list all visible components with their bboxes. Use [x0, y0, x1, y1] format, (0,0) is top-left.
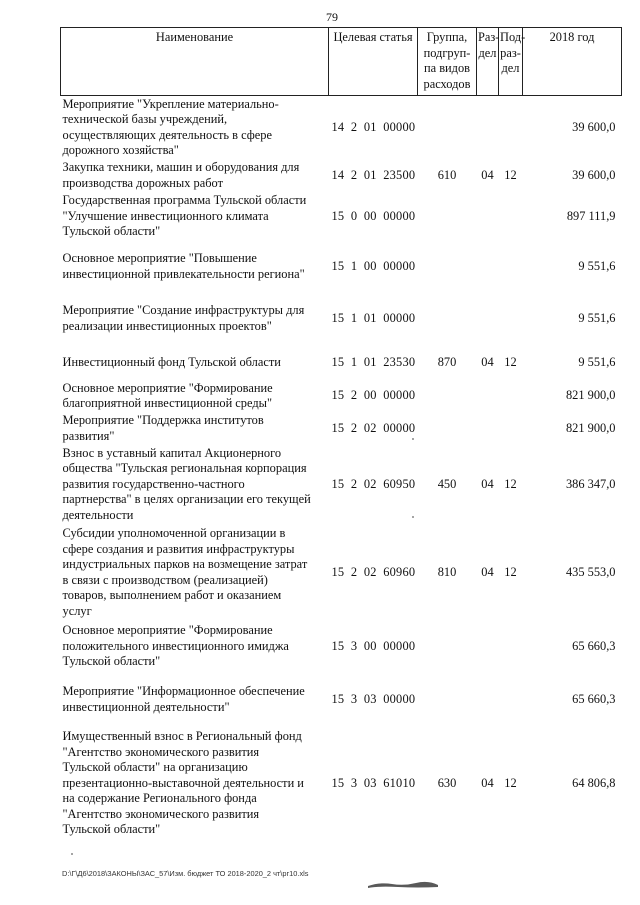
header-group-line: подгруп-	[423, 45, 471, 60]
row-name	[61, 192, 329, 242]
row-code: 15 2 02 00000	[331, 420, 416, 435]
table-row	[61, 380, 622, 413]
row-group	[418, 192, 477, 242]
row-name-line: индустриальных парков на возмещение затрат	[62, 557, 308, 571]
row-name-line: "Улучшение инвестиционного климата	[62, 208, 269, 223]
row-name-line: общества "Тульская региональная корпорация	[62, 461, 307, 476]
row-name-line: "Агентство экономического развития	[62, 806, 260, 821]
row-name	[61, 445, 329, 525]
row-group	[418, 292, 477, 346]
row-razdel: 04	[481, 775, 494, 790]
row-code: 15 2 00 00000	[331, 388, 416, 403]
row-razdel	[477, 673, 499, 727]
header-razdel-line: Раз-	[478, 30, 500, 44]
row-razdel: 04	[481, 167, 494, 182]
row-name	[61, 292, 329, 346]
row-razdel	[477, 292, 499, 346]
row-amount: 39 600,0	[572, 167, 616, 182]
row-group: 610	[437, 167, 457, 182]
row-group: 450	[437, 476, 457, 491]
table-row	[61, 525, 622, 621]
budget-table	[60, 27, 622, 841]
row-code: 15 1 00 00000	[331, 258, 416, 273]
table-row	[61, 346, 622, 380]
row-amount: 9 551,6	[578, 258, 616, 273]
row-name-line: Тульской области"	[62, 654, 161, 669]
row-code: 14 2 01 00000	[331, 120, 416, 134]
row-razdel: 04	[481, 354, 494, 369]
row-razdel: 04	[481, 476, 494, 491]
row-name-line: Тульской области"	[62, 822, 161, 837]
table-row	[61, 445, 622, 525]
row-group	[418, 413, 477, 445]
row-razdel	[477, 621, 499, 673]
row-amount: 65 660,3	[572, 691, 616, 706]
row-name-line: Основное мероприятие "Формирование	[62, 380, 273, 395]
row-group	[418, 242, 477, 292]
row-amount: 9 551,6	[578, 354, 616, 369]
page-number: 79	[326, 10, 338, 24]
row-code: 15 3 03 61010	[331, 775, 416, 790]
row-name	[61, 160, 329, 192]
row-group: 630	[437, 775, 457, 790]
row-name-line: инвестиционной привлекательности региона"	[62, 266, 305, 281]
row-name-line: Мероприятие "Укрепление материально-	[62, 96, 279, 111]
row-name	[61, 525, 329, 621]
row-name	[61, 673, 329, 727]
row-group	[418, 380, 477, 413]
row-podrazdel	[499, 621, 523, 673]
row-amount: 821 900,0	[565, 388, 616, 403]
row-podrazdel: 12	[504, 354, 517, 369]
row-podrazdel	[499, 413, 523, 445]
row-code: 15 3 03 00000	[331, 691, 416, 706]
row-amount: 9 551,6	[578, 310, 616, 325]
ink-smudge	[368, 879, 438, 889]
header-podrazdel-line: дел	[501, 61, 520, 75]
row-name-line: Мероприятие "Создание инфраструктуры для	[62, 303, 305, 317]
row-amount: 64 806,8	[572, 775, 616, 790]
scan-speck	[412, 438, 414, 440]
row-name-line: услуг	[62, 603, 92, 618]
table-row	[61, 292, 622, 346]
table-row	[61, 621, 622, 673]
table-body	[61, 96, 622, 841]
row-name-line: Взнос в уставный капитал Акционерного	[62, 445, 282, 460]
row-podrazdel: 12	[504, 564, 517, 579]
row-name	[61, 413, 329, 445]
row-name-line: деятельности	[62, 507, 134, 522]
header-group-line: па видов	[423, 61, 471, 75]
header-name: Наименование	[61, 28, 329, 96]
row-name-line: технической базы учреждений,	[62, 112, 228, 127]
row-razdel	[477, 242, 499, 292]
header-razdel-line: дел	[478, 45, 497, 60]
row-name-line: благоприятной инвестиционной среды"	[62, 396, 273, 410]
row-amount: 435 553,0	[565, 564, 616, 579]
row-name-line: дорожного хозяйства"	[62, 143, 179, 158]
row-razdel	[477, 192, 499, 242]
table-row	[61, 727, 622, 841]
row-name	[61, 96, 329, 160]
row-name-line: Имущественный взнос в Региональный фонд	[62, 729, 302, 744]
row-name-line: партнерства" в целях организации его текущей	[62, 492, 311, 507]
row-name	[61, 346, 329, 380]
row-name-line: Основное мероприятие "Формирование	[62, 623, 273, 638]
row-amount: 897 111,9	[566, 208, 616, 223]
table-row	[61, 413, 622, 445]
row-name-line: осуществляющих деятельность в сфере	[62, 127, 272, 142]
row-group: 870	[437, 354, 457, 369]
row-name-line: развития"	[62, 428, 115, 443]
table-row	[61, 192, 622, 242]
row-name-line: презентационно-выставочной деятельности и	[62, 775, 304, 790]
row-name-line: Субсидии уполномоченной организации в	[62, 526, 286, 540]
table-header	[61, 28, 622, 96]
row-name-line: Закупка техники, машин и оборудования для	[62, 160, 300, 174]
row-amount: 65 660,3	[572, 638, 616, 653]
row-group	[418, 621, 477, 673]
table-row	[61, 673, 622, 727]
row-name-line: Тульской области" на организацию	[62, 760, 248, 775]
row-group	[418, 673, 477, 727]
row-podrazdel	[499, 242, 523, 292]
row-razdel: 04	[481, 564, 494, 579]
row-amount: 386 347,0	[565, 476, 616, 491]
row-name-line: положительного инвестиционного имиджа	[62, 638, 289, 653]
header-group	[418, 28, 477, 96]
row-name-line: Мероприятие "Информационное обеспечение	[62, 684, 305, 698]
row-name-line: сфере создания и развития инфраструктуры	[62, 541, 295, 556]
header-podrazdel-line: Под-	[500, 30, 526, 44]
header-razdel	[477, 28, 499, 96]
scan-speck	[412, 516, 414, 518]
row-amount: 39 600,0	[572, 120, 616, 134]
scan-speck	[71, 853, 73, 855]
row-name-line: инвестиционной деятельности"	[62, 699, 230, 714]
row-name-line: Тульской области"	[62, 224, 161, 239]
row-code: 15 2 02 60950	[331, 476, 416, 491]
row-razdel	[477, 96, 499, 160]
row-code: 15 0 00 00000	[331, 208, 416, 223]
table-row	[61, 160, 622, 192]
row-podrazdel	[499, 673, 523, 727]
row-name-line: на содержание Регионального фонда	[62, 791, 257, 806]
row-name	[61, 621, 329, 673]
row-name	[61, 727, 329, 841]
row-podrazdel	[499, 292, 523, 346]
row-podrazdel: 12	[504, 167, 517, 182]
file-path-footer: D:\Г\Д6\2018\ЗАКОНЫ\ЗАС_57\Изм. бюджет ТО 2018-2020_2 чт\рг10.xls	[62, 869, 309, 878]
header-group-line: Группа,	[426, 30, 468, 44]
header-group-line: расходов	[423, 76, 471, 91]
row-group: 810	[437, 564, 457, 579]
row-razdel	[477, 380, 499, 413]
row-podrazdel: 12	[504, 775, 517, 790]
row-code: 15 1 01 23530	[331, 354, 416, 369]
row-name-line: производства дорожных работ	[62, 175, 223, 190]
row-name-line: реализации инвестиционных проектов"	[62, 318, 272, 333]
row-name-line: товаров, выполнением работ и оказанием	[62, 588, 282, 602]
row-group	[418, 96, 477, 160]
row-name-line: "Агентство экономического развития	[62, 744, 260, 759]
row-code: 15 2 02 60960	[331, 564, 416, 579]
row-razdel	[477, 413, 499, 445]
row-code: 15 3 00 00000	[331, 638, 416, 653]
header-podrazdel	[499, 28, 526, 96]
row-name	[61, 380, 329, 413]
row-name-line: Основное мероприятие "Повышение	[62, 251, 257, 265]
table-row	[61, 242, 622, 292]
row-name-line: Государственная программа Тульской области	[62, 193, 307, 208]
header-amount: 2018 год	[523, 28, 622, 96]
row-code: 14 2 01 23500	[331, 167, 416, 182]
row-podrazdel	[499, 380, 523, 413]
row-name-line: Мероприятие "Поддержка институтов	[62, 413, 264, 427]
header-code: Целевая статья	[329, 28, 418, 96]
row-podrazdel: 12	[504, 476, 517, 491]
row-name-line: в связи с производством (реализацией)	[62, 572, 268, 587]
row-podrazdel	[499, 192, 523, 242]
table-row	[61, 96, 622, 160]
row-name-line: Инвестиционный фонд Тульской области	[62, 354, 281, 369]
row-name	[61, 242, 329, 292]
header-podrazdel-line: раз-	[500, 45, 521, 60]
row-name-line: развития государственно-частного	[62, 476, 245, 491]
row-code: 15 1 01 00000	[331, 310, 416, 325]
row-amount: 821 900,0	[565, 420, 616, 435]
row-podrazdel	[499, 96, 523, 160]
